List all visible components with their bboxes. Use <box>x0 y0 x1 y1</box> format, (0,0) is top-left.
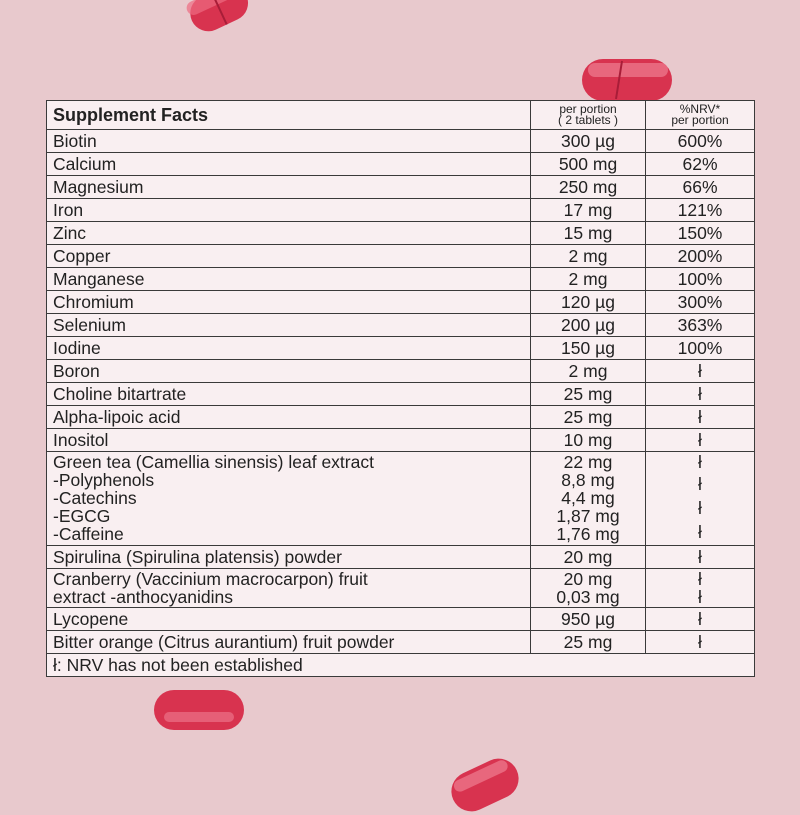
ingredient-amount: 17 mg <box>531 199 646 222</box>
ingredient-name: Chromium <box>47 291 531 314</box>
table-row <box>47 383 755 406</box>
ingredient-name: Bitter orange (Citrus aurantium) fruit powder <box>47 631 531 654</box>
table-row <box>47 245 755 268</box>
ingredient-name: Magnesium <box>47 176 531 199</box>
ingredient-name: Green tea (Camellia sinensis) leaf extract -Polyphenols -Catechins -EGCG -Caffeine <box>47 452 531 546</box>
ingredient-amount: 200 µg <box>531 314 646 337</box>
table-row <box>47 429 755 452</box>
ingredient-amount: 10 mg <box>531 429 646 452</box>
ingredient-nrv: 100% <box>646 337 755 360</box>
ingredient-name: Manganese <box>47 268 531 291</box>
table-row <box>47 406 755 429</box>
ingredient-amount: 150 µg <box>531 337 646 360</box>
ingredient-nrv: 100% <box>646 268 755 291</box>
ingredient-name: Spirulina (Spirulina platensis) powder <box>47 546 531 569</box>
ingredient-name: Calcium <box>47 153 531 176</box>
ingredient-amount: 2 mg <box>531 360 646 383</box>
ingredient-nrv: 62% <box>646 153 755 176</box>
ingredient-nrv: 363% <box>646 314 755 337</box>
ingredient-amount: 950 µg <box>531 608 646 631</box>
ingredient-name: Copper <box>47 245 531 268</box>
ingredient-name: Boron <box>47 360 531 383</box>
ingredient-name: Cranberry (Vaccinium macrocarpon) fruit extract -anthocyanidins <box>47 569 531 608</box>
ingredient-name: Selenium <box>47 314 531 337</box>
table-row <box>47 360 755 383</box>
table-row <box>47 631 755 654</box>
ingredient-nrv: ł <box>646 429 755 452</box>
ingredient-name: Inositol <box>47 429 531 452</box>
ingredient-nrv: 66% <box>646 176 755 199</box>
ingredient-amount: 2 mg <box>531 268 646 291</box>
ingredient-amount: 120 µg <box>531 291 646 314</box>
ingredient-nrv: 121% <box>646 199 755 222</box>
pill-image <box>578 55 678 105</box>
table-row <box>47 291 755 314</box>
ingredient-amount: 250 mg <box>531 176 646 199</box>
table-title: Supplement Facts <box>47 101 531 130</box>
supplement-facts-table <box>46 100 755 677</box>
ingredient-nrv: ł <box>646 406 755 429</box>
footnote: ł: NRV has not been established <box>47 654 755 677</box>
ingredient-amount: 2 mg <box>531 245 646 268</box>
ingredient-name: Iron <box>47 199 531 222</box>
ingredient-name: Iodine <box>47 337 531 360</box>
table-row <box>47 176 755 199</box>
ingredient-amount: 500 mg <box>531 153 646 176</box>
nrv-header: %NRV* per portion <box>646 101 755 130</box>
ingredient-amount: 25 mg <box>531 406 646 429</box>
ingredient-nrv: 200% <box>646 245 755 268</box>
ingredient-nrv: ł <box>646 360 755 383</box>
ingredient-amount: 25 mg <box>531 631 646 654</box>
table-row <box>47 314 755 337</box>
table-row <box>47 337 755 360</box>
ingredient-nrv: ł <box>646 608 755 631</box>
ingredient-nrv: ł ł ł ł <box>646 452 755 546</box>
ingredient-name: Lycopene <box>47 608 531 631</box>
table-row <box>47 268 755 291</box>
pill-image <box>175 0 265 50</box>
ingredient-name: Biotin <box>47 130 531 153</box>
ingredient-amount: 25 mg <box>531 383 646 406</box>
per-portion-header: per portion ( 2 tablets ) <box>531 101 646 130</box>
ingredient-name: Alpha-lipoic acid <box>47 406 531 429</box>
ingredient-nrv: ł ł <box>646 569 755 608</box>
table-row <box>47 130 755 153</box>
table-row <box>47 153 755 176</box>
table-header-row <box>47 101 755 130</box>
table-row <box>47 222 755 245</box>
pill-image <box>150 690 250 740</box>
table-row-green-tea <box>47 452 755 546</box>
ingredient-nrv: ł <box>646 631 755 654</box>
ingredient-name: Zinc <box>47 222 531 245</box>
ingredient-amount: 20 mg 0,03 mg <box>531 569 646 608</box>
ingredient-nrv: 600% <box>646 130 755 153</box>
table-row <box>47 608 755 631</box>
ingredient-nrv: 300% <box>646 291 755 314</box>
table-footnote-row <box>47 654 755 677</box>
ingredient-name: Choline bitartrate <box>47 383 531 406</box>
ingredient-nrv: ł <box>646 546 755 569</box>
table-row-cranberry <box>47 569 755 608</box>
ingredient-nrv: ł <box>646 383 755 406</box>
pill-image <box>440 755 530 815</box>
ingredient-nrv: 150% <box>646 222 755 245</box>
ingredient-amount: 20 mg <box>531 546 646 569</box>
ingredient-amount: 15 mg <box>531 222 646 245</box>
ingredient-amount: 22 mg 8,8 mg 4,4 mg 1,87 mg 1,76 mg <box>531 452 646 546</box>
ingredient-amount: 300 µg <box>531 130 646 153</box>
table-row <box>47 546 755 569</box>
table-row <box>47 199 755 222</box>
